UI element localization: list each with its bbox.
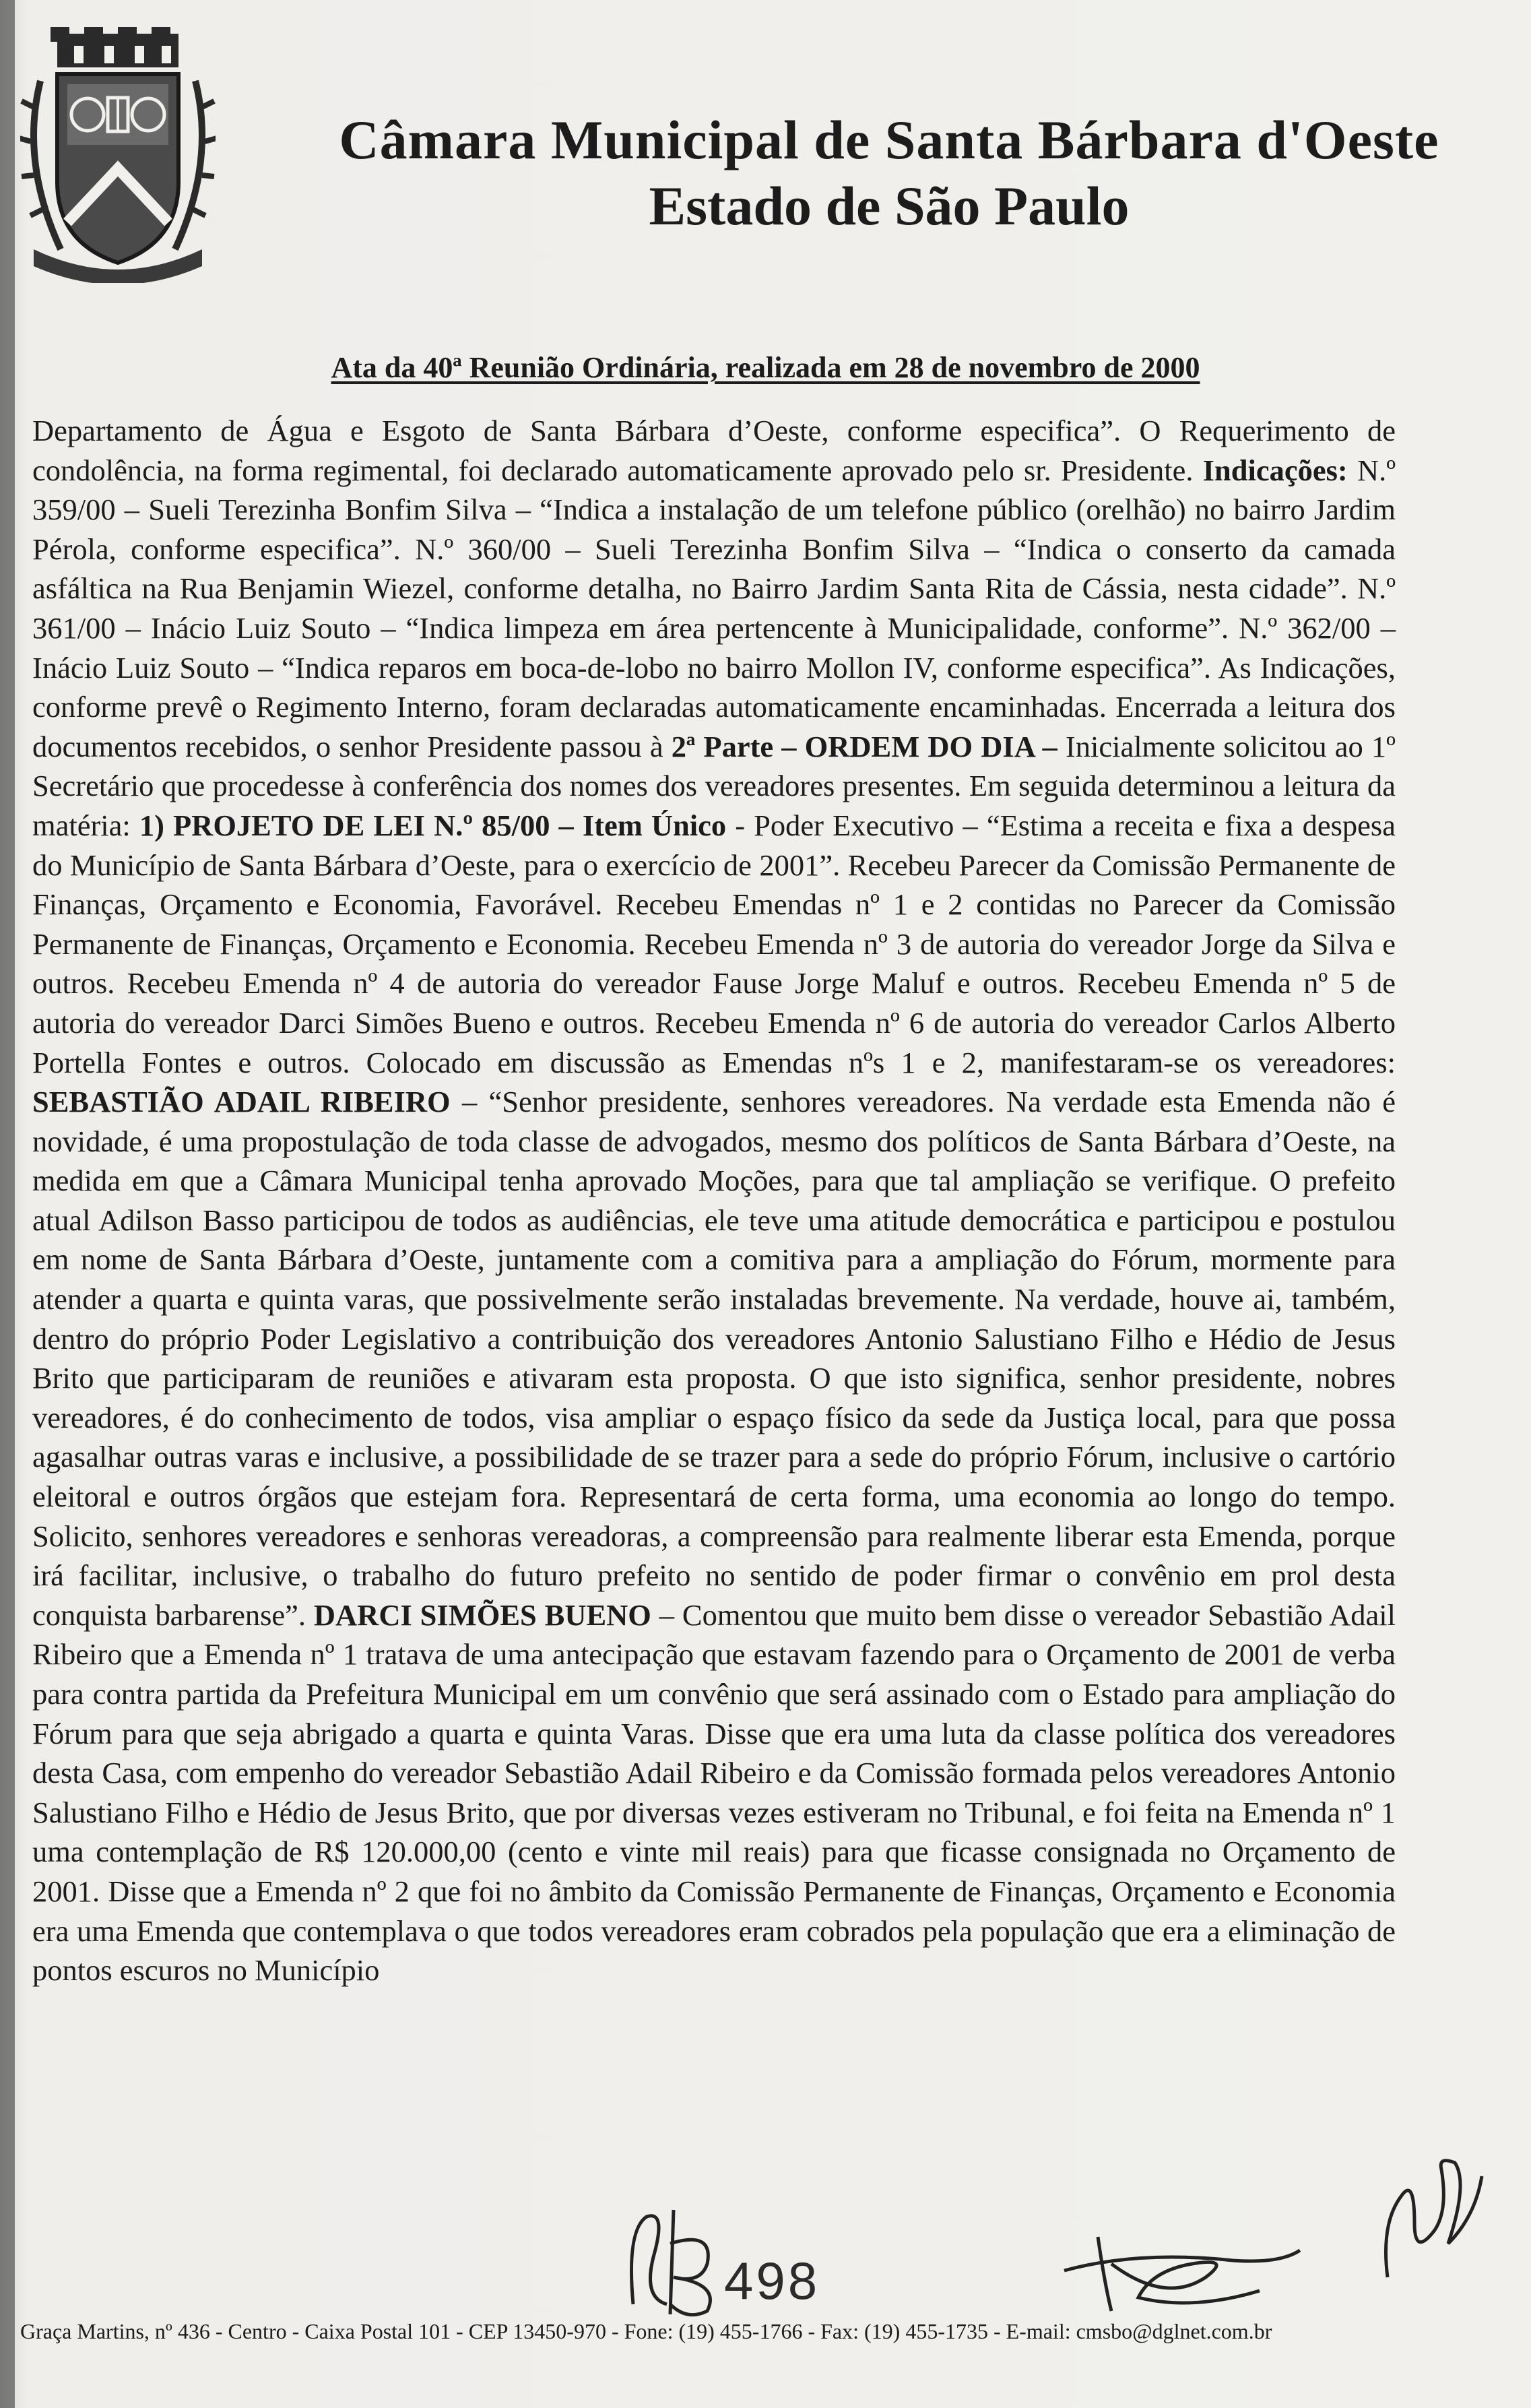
indicacoes-label: Indicações: — [1202, 453, 1348, 487]
state-subtitle: Estado de São Paulo — [649, 175, 1130, 236]
minutes-body — [32, 411, 1396, 1990]
ordem-do-dia-label: 2ª Parte – ORDEM DO DIA – — [671, 729, 1057, 763]
footer-address — [20, 2318, 1516, 2345]
footer-address-text: Graça Martins, nº 436 - Centro - Caixa Postal 101 - CEP 13450-970 - Fone: (19) 455-1766 - Fax: (19) 455-1735 - E-mail: cmsbo@dglnet.com.br — [20, 2319, 1272, 2343]
body-text: Departamento de Água e Esgoto de Santa Bárbara d’Oeste, conforme especifica”. O Requerimento de condolência, na forma regimental, foi declarado automaticamente aprovado pelo sr. Presidente. — [32, 414, 1396, 487]
minutes-paragraph — [32, 411, 1396, 1990]
minutes-heading — [0, 350, 1531, 385]
handwritten-signature — [1374, 2149, 1495, 2284]
institution-title: Câmara Municipal de Santa Bárbara d'Oeste — [339, 109, 1439, 170]
body-text: – “Senhor presidente, senhores vereadores. Na verdade esta Emenda não é novidade, é uma propostulação de toda classe de advogados, mesmo dos políticos de Santa Bárbara d’Oeste, na medida em que a Câmara Municipal tenha aprovado Moções, para que tal ampliação se verifique. O prefeito atual Adilson Basso participou de todos as audiências, ele teve uma atitude democrática e participou e postulou em nome de Santa Bárbara d’Oeste, juntamente com a comitiva para a ampliação do Fórum, mormente para atender a quarta e quinta varas, que possivelmente serão instaladas brevemente. Na verdade, houve ai, também, dentro do próprio Poder Legislativo a contribuição dos vereadores Antonio Salustiano Filho e Hédio de Jesus Brito que participaram de reuniões e ativaram esta proposta. O que isto significa, senhor presidente, nobres vereadores, é do conhecimento de todos, visa ampliar o espaço físico da sede da Justiça local, para que possa agasalhar outras varas e inclusive, a possibilidade de se trazer para a sede do próprio Fórum, inclusive o cartório eleitoral e outros órgãos que estejam fora. Representará de certa forma, uma economia ao longo do tempo. Solicito, senhores vereadores e senhoras vereadoras, a compreensão para realmente liberar esta Emenda, porque irá facilitar, inclusive, o trabalho do futuro prefeito no sentido de poder firmar o convênio em prol desta conquista barbarense”. — [32, 1085, 1396, 1632]
minutes-heading-text: Ata da 40ª Reunião Ordinária, realizada em 28 de novembro de 2000 — [331, 351, 1200, 384]
coat-of-arms-icon — [20, 27, 216, 283]
speaker-darci: DARCI SIMÕES BUENO — [313, 1597, 651, 1632]
speaker-sebastiao: SEBASTIÃO ADAIL RIBEIRO — [32, 1085, 451, 1119]
projeto-lei-label: 1) PROJETO DE LEI N.º 85/00 – Item Único — [139, 808, 727, 842]
page-number: 498 — [724, 2251, 820, 2310]
body-text: – Comentou que muito bem disse o vereador Sebastião Adail Ribeiro que a Emenda nº 1 tratava de uma antecipação que estavam fazendo para o Orçamento de 2001 de verba para contra partida da Prefeitura Municipal em um convênio que será assinado com o Estado para ampliação do Fórum para que seja abrigado a quarta e quinta Varas. Disse que era uma luta da classe política dos vereadores desta Casa, com empenho do vereador Sebastião Adail Ribeiro e da Comissão formada pelos vereadores Antonio Salustiano Filho e Hédio de Jesus Brito, que por diversas vezes estiveram no Tribunal, e foi feita na Emenda nº 1 uma contemplação de R$ 120.000,00 (cento e vinte mil reais) para que ficasse consignada no Orçamento de 2001. Disse que a Emenda nº 2 que foi no âmbito da Comissão Permanente de Finanças, Orçamento e Economia era uma Emenda que contemplava o que todos vereadores eram cobrados pela população que era a eliminação de pontos escuros no Município — [32, 1597, 1396, 1988]
handwritten-signature — [1057, 2223, 1313, 2318]
body-text: Inicialmente solicitou ao 1º Secretário que procedesse à conferência dos nomes dos vereadores presentes. Em seguida determinou a leitura da matéria: — [32, 729, 1396, 842]
body-text: - Poder Executivo – “Estima a receita e fixa a despesa do Município de Santa Bárbara d’Oeste, para o exercício de 2001”. Recebeu Parecer da Comissão Permanente de Finanças, Orçamento e Economia, Favorável. Recebeu Emendas nº 1 e 2 contidas no Parecer da Comissão Permanente de Finanças, Orçamento e Economia. Recebeu Emenda nº 3 de autoria do vereador Jorge da Silva e outros. Recebeu Emenda nº 4 de autoria do vereador Fause Jorge Maluf e outros. Recebeu Emenda nº 5 de autoria do vereador Darci Simões Bueno e outros. Recebeu Emenda nº 6 de autoria do vereador Carlos Alberto Portella Fontes e outros. Colocado em discussão as Emendas nºs 1 e 2, manifestaram-se os vereadores: — [32, 808, 1396, 1079]
letterhead — [283, 108, 1495, 240]
body-text: N.º 359/00 – Sueli Terezinha Bonfim Silva – “Indica a instalação de um telefone público (orelhão) no bairro Jardim Pérola, conforme especifica”. N.º 360/00 – Sueli Terezinha Bonfim Silva – “Indica o conserto da camada asfáltica na Rua Benjamin Wiezel, conforme detalha, no Bairro Jardim Santa Rita de Cássia, nesta cidade”. N.º 361/00 – Inácio Luiz Souto – “Indica limpeza em área pertencente à Municipalidade, conforme”. N.º 362/00 – Inácio Luiz Souto – “Indica reparos em boca-de-lobo no bairro Mollon IV, conforme especifica”. As Indicações, conforme prevê o Regimento Interno, foram declaradas automaticamente encaminhadas. Encerrada a leitura dos documentos recebidos, o senhor Presidente passou à — [32, 453, 1396, 763]
